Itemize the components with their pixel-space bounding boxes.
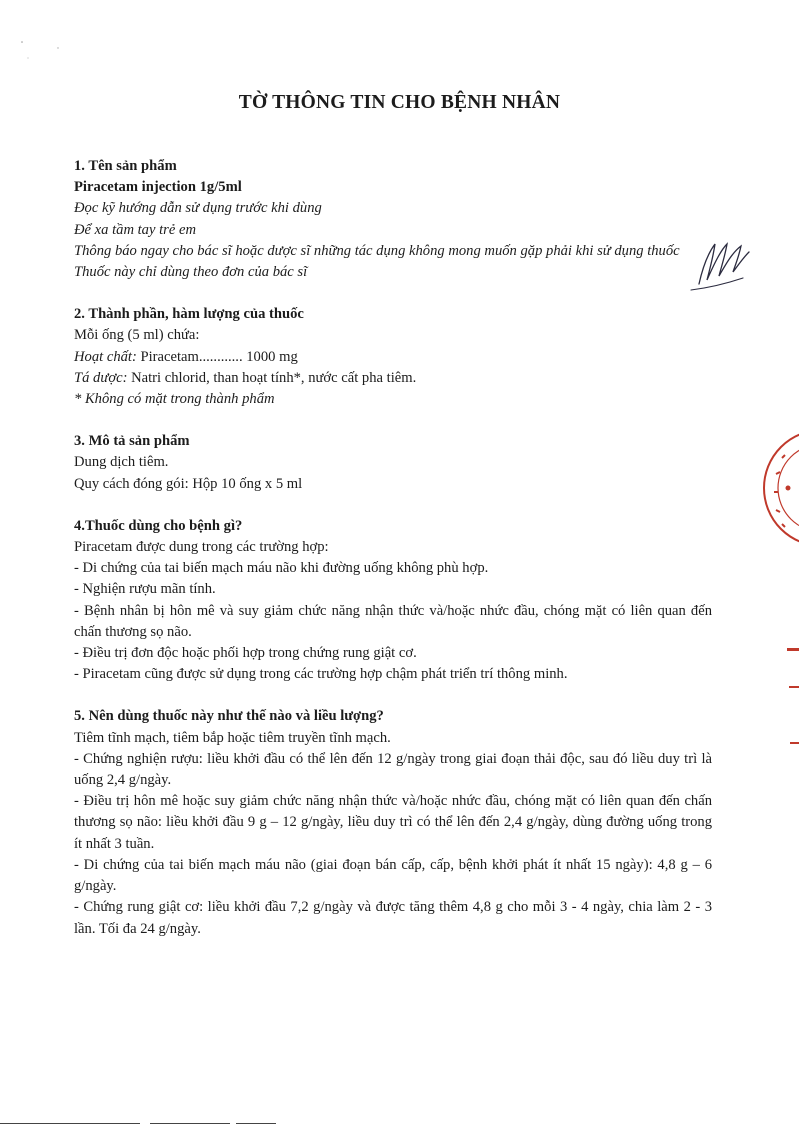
- indication-item: - Piracetam cũng được sử dụng trong các trường hợp chậm phát triển trí thông minh.: [74, 666, 568, 683]
- indication-item: - Nghiện rượu mãn tính.: [74, 581, 216, 598]
- composition-intro: Mỗi ống (5 ml) chứa:: [74, 327, 200, 344]
- warning-line: Thông báo ngay cho bác sĩ hoặc dược sĩ những tác dụng không mong muốn gặp phải khi sử dụng thuốc: [74, 242, 680, 259]
- active-value: Piracetam............ 1000 mg: [136, 348, 298, 365]
- warning-line: Thuốc này chỉ dùng theo đơn của bác sĩ: [74, 264, 308, 281]
- footer-rule: [0, 1123, 140, 1124]
- edge-mark: [787, 648, 799, 651]
- scan-specks: [18, 36, 78, 66]
- indications-intro: Piracetam được dung trong các trường hợp:: [74, 539, 329, 556]
- dosage-item: - Điều trị hôn mê hoặc suy giảm chức năng nhận thức và/hoặc nhức đầu, chóng mặt có liên quan đến chấn thương sọ não: liều khởi đầu 9 g – 12 g/ngày, liều duy trì có thể lên đến 2,4 g/ngày, dùng đường uống trong ít nhất 3 tuần.: [74, 793, 712, 852]
- product-name: Piracetam injection 1g/5ml: [74, 179, 242, 196]
- excipients: [74, 368, 712, 389]
- section-1-heading: 1. Tên sản phẩm: [74, 158, 177, 174]
- document-body: [74, 156, 712, 940]
- warning-line: Đọc kỹ hướng dẫn sử dụng trước khi dùng: [74, 200, 322, 217]
- dosage-item: - Chứng nghiện rượu: liều khởi đầu có thể lên đến 12 g/ngày trong giai đoạn thải độc, sau đó liều duy trì là uống 2,4 g/ngày.: [74, 750, 712, 789]
- active-ingredient: [74, 347, 712, 368]
- description-line: Dung dịch tiêm.: [74, 454, 169, 471]
- section-4-heading: 4.Thuốc dùng cho bệnh gì?: [74, 517, 243, 534]
- dosage-intro: Tiêm tĩnh mạch, tiêm bắp hoặc tiêm truyền tĩnh mạch.: [74, 729, 391, 746]
- indication-item: - Điều trị đơn độc hoặc phối hợp trong chứng rung giật cơ.: [74, 645, 417, 662]
- excipient-label: Tá dược:: [74, 369, 128, 386]
- dosage-item: - Chứng rung giật cơ: liều khởi đầu 7,2 g/ngày và được tăng thêm 4,8 g cho mỗi 3 - 4 ngày, chia làm 2 - 3 lần. Tối đa 24 g/ngày.: [74, 899, 712, 937]
- page-title: TỜ THÔNG TIN CHO BỆNH NHÂN: [238, 92, 561, 113]
- excipient-value: Natri chlorid, than hoạt tính*, nước cất pha tiêm.: [127, 369, 417, 386]
- indication-item: - Di chứng của tai biến mạch máu não khi đường uống không phù hợp.: [74, 560, 489, 577]
- dosage-item: - Di chứng của tai biến mạch máu não (giai đoạn bán cấp, cấp, bệnh khởi phát ít nhất 15 ngày): 4,8 g – 6 g/ngày.: [74, 856, 712, 895]
- section-5-heading: 5. Nên dùng thuốc này như thế nào và liều lượng?: [74, 708, 384, 725]
- footer-rule: [236, 1123, 276, 1124]
- section-3-heading: 3. Mô tả sản phẩm: [74, 433, 190, 450]
- indication-item: - Bệnh nhân bị hôn mê và suy giảm chức năng nhận thức và/hoặc nhức đầu, chóng mặt có liên quan đến chấn thương sọ não.: [74, 602, 712, 640]
- description-line: Quy cách đóng gói: Hộp 10 ống x 5 ml: [74, 475, 303, 492]
- active-label: Hoạt chất:: [74, 348, 137, 365]
- section-2-heading: 2. Thành phần, hàm lượng của thuốc: [74, 306, 304, 323]
- composition-note: * Không có mặt trong thành phẩm: [74, 391, 275, 408]
- footer-rule: [150, 1123, 230, 1124]
- edge-mark: [790, 742, 799, 744]
- warning-line: Để xa tầm tay trẻ em: [74, 221, 196, 238]
- company-stamp: [752, 418, 799, 558]
- edge-mark: [789, 686, 799, 688]
